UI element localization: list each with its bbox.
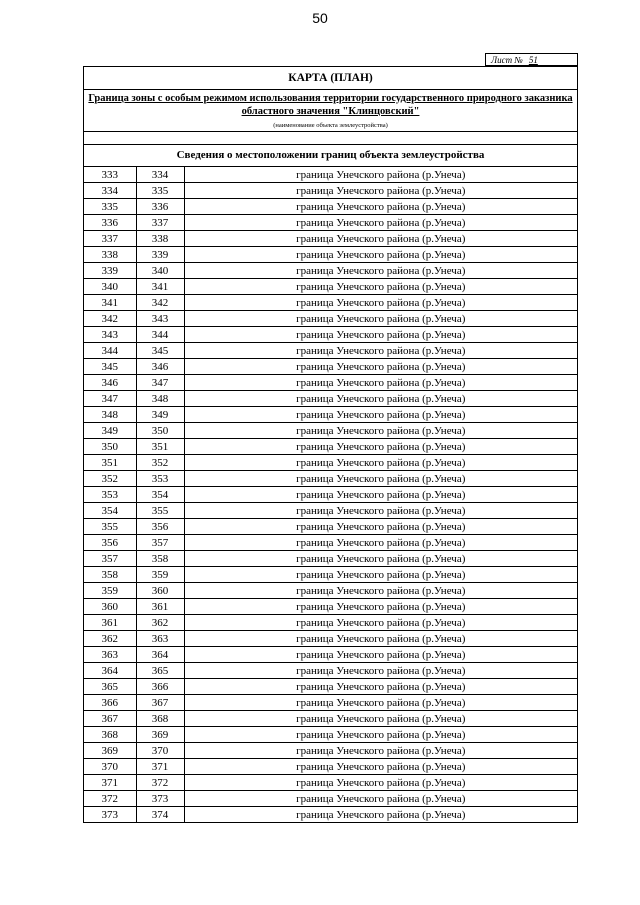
point-from-cell: 335	[84, 199, 136, 215]
point-from-cell: 358	[84, 567, 136, 583]
table-row	[84, 359, 577, 375]
boundary-description-cell: граница Унечского района (р.Унеча)	[184, 423, 577, 439]
table-row	[84, 279, 577, 295]
table-row	[84, 327, 577, 343]
point-from-cell: 339	[84, 263, 136, 279]
table-row	[84, 551, 577, 567]
boundary-description-cell: граница Унечского района (р.Унеча)	[184, 679, 577, 695]
point-to-cell: 369	[136, 727, 184, 743]
table-row	[84, 583, 577, 599]
table-row	[84, 727, 577, 743]
boundary-table-body	[84, 167, 577, 822]
boundary-description-cell: граница Унечского района (р.Унеча)	[184, 599, 577, 615]
boundary-description-cell: граница Унечского района (р.Унеча)	[184, 343, 577, 359]
point-to-cell: 354	[136, 487, 184, 503]
point-from-cell: 337	[84, 231, 136, 247]
point-from-cell: 351	[84, 455, 136, 471]
point-from-cell: 344	[84, 343, 136, 359]
point-from-cell: 362	[84, 631, 136, 647]
point-from-cell: 347	[84, 391, 136, 407]
boundary-description-cell: граница Унечского района (р.Унеча)	[184, 439, 577, 455]
point-to-cell: 359	[136, 567, 184, 583]
section-title: Сведения о местоположении границ объекта землеустройства	[84, 145, 577, 167]
table-row	[84, 535, 577, 551]
point-from-cell: 354	[84, 503, 136, 519]
point-from-cell: 371	[84, 775, 136, 791]
boundary-description-cell: граница Унечского района (р.Унеча)	[184, 231, 577, 247]
point-to-cell: 351	[136, 439, 184, 455]
boundary-description-cell: граница Унечского района (р.Унеча)	[184, 375, 577, 391]
table-row	[84, 167, 577, 183]
point-to-cell: 347	[136, 375, 184, 391]
point-from-cell: 334	[84, 183, 136, 199]
boundary-description-cell: граница Унечского района (р.Унеча)	[184, 471, 577, 487]
point-from-cell: 349	[84, 423, 136, 439]
point-from-cell: 359	[84, 583, 136, 599]
sheet-label: Лист №	[491, 54, 523, 65]
point-from-cell: 357	[84, 551, 136, 567]
point-to-cell: 358	[136, 551, 184, 567]
point-from-cell: 360	[84, 599, 136, 615]
point-to-cell: 373	[136, 791, 184, 807]
point-to-cell: 355	[136, 503, 184, 519]
point-to-cell: 344	[136, 327, 184, 343]
point-to-cell: 340	[136, 263, 184, 279]
boundary-description-cell: граница Унечского района (р.Унеча)	[184, 263, 577, 279]
table-row	[84, 599, 577, 615]
boundary-description-cell: граница Унечского района (р.Унеча)	[184, 199, 577, 215]
table-row	[84, 647, 577, 663]
point-to-cell: 334	[136, 167, 184, 183]
boundary-description-cell: граница Унечского района (р.Унеча)	[184, 615, 577, 631]
point-to-cell: 341	[136, 279, 184, 295]
point-from-cell: 338	[84, 247, 136, 263]
point-to-cell: 363	[136, 631, 184, 647]
point-to-cell: 353	[136, 471, 184, 487]
point-to-cell: 370	[136, 743, 184, 759]
boundary-description-cell: граница Унечского района (р.Унеча)	[184, 631, 577, 647]
boundary-description-cell: граница Унечского района (р.Унеча)	[184, 487, 577, 503]
boundary-description-cell: граница Унечского района (р.Унеча)	[184, 759, 577, 775]
point-to-cell: 372	[136, 775, 184, 791]
boundary-description-cell: граница Унечского района (р.Унеча)	[184, 727, 577, 743]
point-from-cell: 336	[84, 215, 136, 231]
boundary-description-cell: граница Унечского района (р.Унеча)	[184, 775, 577, 791]
point-to-cell: 345	[136, 343, 184, 359]
point-from-cell: 365	[84, 679, 136, 695]
boundary-description-cell: граница Унечского района (р.Унеча)	[184, 327, 577, 343]
boundary-description-cell: граница Унечского района (р.Унеча)	[184, 279, 577, 295]
header-spacer	[84, 132, 577, 145]
table-row	[84, 375, 577, 391]
point-to-cell: 348	[136, 391, 184, 407]
table-row	[84, 503, 577, 519]
object-caption: (наименование объекта землеустройства)	[84, 120, 577, 132]
table-row	[84, 343, 577, 359]
point-to-cell: 339	[136, 247, 184, 263]
point-from-cell: 342	[84, 311, 136, 327]
point-from-cell: 346	[84, 375, 136, 391]
point-to-cell: 374	[136, 807, 184, 823]
point-to-cell: 360	[136, 583, 184, 599]
table-row	[84, 663, 577, 679]
sheet-number: 51	[528, 54, 538, 65]
table-row	[84, 679, 577, 695]
table-row	[84, 711, 577, 727]
point-from-cell: 369	[84, 743, 136, 759]
table-row	[84, 231, 577, 247]
boundary-description-cell: граница Унечского района (р.Унеча)	[184, 391, 577, 407]
point-from-cell: 367	[84, 711, 136, 727]
point-to-cell: 352	[136, 455, 184, 471]
table-row	[84, 423, 577, 439]
boundary-description-cell: граница Унечского района (р.Унеча)	[184, 183, 577, 199]
point-to-cell: 343	[136, 311, 184, 327]
point-from-cell: 356	[84, 535, 136, 551]
boundary-description-cell: граница Унечского района (р.Унеча)	[184, 407, 577, 423]
table-row	[84, 247, 577, 263]
table-row	[84, 471, 577, 487]
point-to-cell: 364	[136, 647, 184, 663]
boundary-description-cell: граница Унечского района (р.Унеча)	[184, 215, 577, 231]
table-row	[84, 263, 577, 279]
page-number: 50	[312, 10, 328, 26]
point-to-cell: 357	[136, 535, 184, 551]
point-from-cell: 352	[84, 471, 136, 487]
object-name: Граница зоны с особым режимом использования территории государственного природного заказника областного значения "Клинцовский"	[88, 93, 573, 117]
table-row	[84, 631, 577, 647]
table-row	[84, 695, 577, 711]
table-row	[84, 775, 577, 791]
table-row	[84, 455, 577, 471]
boundary-description-cell: граница Унечского района (р.Унеча)	[184, 695, 577, 711]
point-from-cell: 345	[84, 359, 136, 375]
point-from-cell: 366	[84, 695, 136, 711]
point-from-cell: 341	[84, 295, 136, 311]
table-row	[84, 567, 577, 583]
document-title: КАРТА (ПЛАН)	[84, 67, 577, 90]
table-row	[84, 615, 577, 631]
point-from-cell: 370	[84, 759, 136, 775]
point-from-cell: 355	[84, 519, 136, 535]
table-row	[84, 743, 577, 759]
point-to-cell: 366	[136, 679, 184, 695]
point-to-cell: 337	[136, 215, 184, 231]
point-to-cell: 346	[136, 359, 184, 375]
table-row	[84, 407, 577, 423]
point-from-cell: 353	[84, 487, 136, 503]
table-row	[84, 391, 577, 407]
boundary-description-cell: граница Унечского района (р.Унеча)	[184, 791, 577, 807]
point-from-cell: 368	[84, 727, 136, 743]
table-row	[84, 519, 577, 535]
table-row	[84, 311, 577, 327]
point-to-cell: 356	[136, 519, 184, 535]
boundary-description-cell: граница Унечского района (р.Унеча)	[184, 295, 577, 311]
point-from-cell: 340	[84, 279, 136, 295]
table-row	[84, 215, 577, 231]
point-from-cell: 343	[84, 327, 136, 343]
boundary-description-cell: граница Унечского района (р.Унеча)	[184, 503, 577, 519]
boundary-description-cell: граница Унечского района (р.Унеча)	[184, 455, 577, 471]
document-frame	[83, 66, 578, 823]
table-row	[84, 439, 577, 455]
point-from-cell: 373	[84, 807, 136, 823]
point-from-cell: 348	[84, 407, 136, 423]
point-to-cell: 335	[136, 183, 184, 199]
table-row	[84, 759, 577, 775]
boundary-description-cell: граница Унечского района (р.Унеча)	[184, 663, 577, 679]
point-to-cell: 367	[136, 695, 184, 711]
boundary-description-cell: граница Унечского района (р.Унеча)	[184, 567, 577, 583]
point-to-cell: 338	[136, 231, 184, 247]
point-to-cell: 350	[136, 423, 184, 439]
boundary-description-cell: граница Унечского района (р.Унеча)	[184, 743, 577, 759]
boundary-description-cell: граница Унечского района (р.Унеча)	[184, 711, 577, 727]
point-to-cell: 368	[136, 711, 184, 727]
boundary-description-cell: граница Унечского района (р.Унеча)	[184, 807, 577, 823]
boundary-description-cell: граница Унечского района (р.Унеча)	[184, 247, 577, 263]
point-to-cell: 361	[136, 599, 184, 615]
boundary-description-cell: граница Унечского района (р.Унеча)	[184, 519, 577, 535]
boundary-description-cell: граница Унечского района (р.Унеча)	[184, 167, 577, 183]
table-row	[84, 791, 577, 807]
point-from-cell: 361	[84, 615, 136, 631]
point-from-cell: 372	[84, 791, 136, 807]
table-row	[84, 295, 577, 311]
point-to-cell: 365	[136, 663, 184, 679]
point-from-cell: 363	[84, 647, 136, 663]
point-to-cell: 342	[136, 295, 184, 311]
sheet-number-box	[485, 53, 578, 66]
boundary-table	[84, 167, 577, 822]
point-from-cell: 364	[84, 663, 136, 679]
boundary-description-cell: граница Унечского района (р.Унеча)	[184, 647, 577, 663]
point-to-cell: 362	[136, 615, 184, 631]
table-row	[84, 807, 577, 823]
point-to-cell: 336	[136, 199, 184, 215]
boundary-description-cell: граница Унечского района (р.Унеча)	[184, 535, 577, 551]
boundary-description-cell: граница Унечского района (р.Унеча)	[184, 551, 577, 567]
boundary-description-cell: граница Унечского района (р.Унеча)	[184, 359, 577, 375]
point-to-cell: 349	[136, 407, 184, 423]
point-from-cell: 350	[84, 439, 136, 455]
point-from-cell: 333	[84, 167, 136, 183]
table-row	[84, 487, 577, 503]
table-row	[84, 199, 577, 215]
boundary-description-cell: граница Унечского района (р.Унеча)	[184, 311, 577, 327]
table-row	[84, 183, 577, 199]
boundary-description-cell: граница Унечского района (р.Унеча)	[184, 583, 577, 599]
point-to-cell: 371	[136, 759, 184, 775]
